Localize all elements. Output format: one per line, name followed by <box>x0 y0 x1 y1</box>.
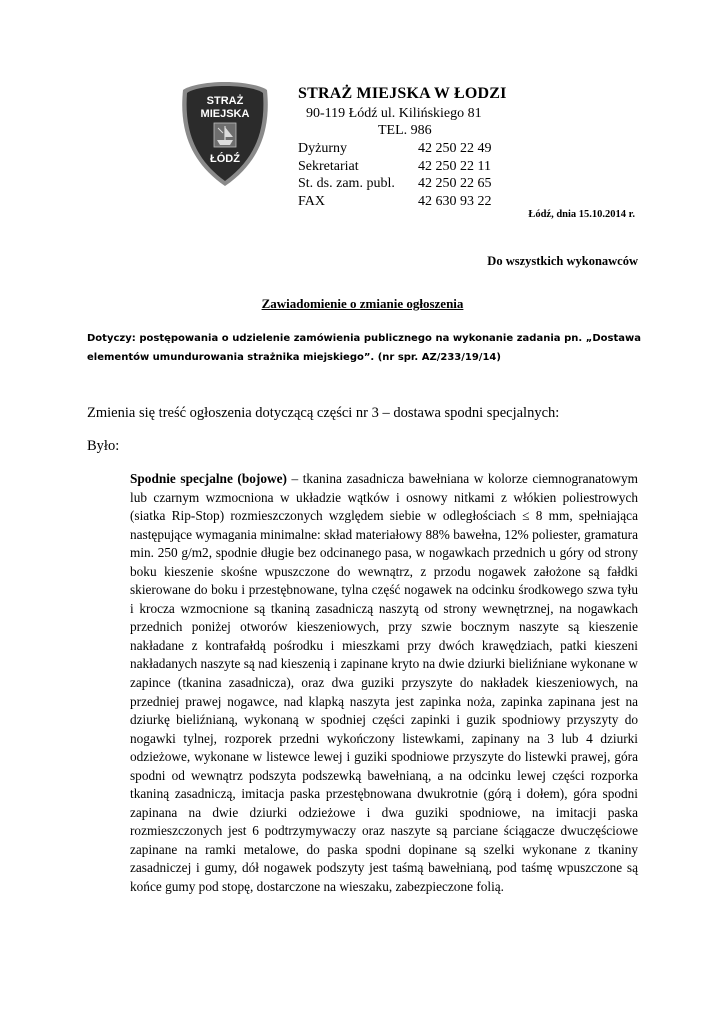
straz-miejska-logo <box>180 80 270 190</box>
specification-term: Spodnie specjalne (bojowe) <box>130 471 287 486</box>
contact-label: St. ds. zam. publ. <box>298 176 395 191</box>
organization-address: 90-119 Łódź ul. Kilińskiego 81 <box>306 106 482 121</box>
organization-title: STRAŻ MIEJSKA W ŁODZI <box>298 85 507 102</box>
subject-paragraph: Dotyczy: postępowania o udzielenie zamówienia publicznego na wykonanie zadania pn. „Dostawa elementów umundurowania strażnika miejskiego”. (nr spr. AZ/233/19/14) <box>87 333 641 363</box>
logo-text-line3: ŁÓDŹ <box>210 153 240 165</box>
contact-label: FAX <box>298 193 325 209</box>
contact-label: Sekretariat <box>298 158 359 174</box>
before-label: Było: <box>87 438 120 454</box>
document-date: Łódź, dnia 15.10.2014 r. <box>528 209 635 220</box>
boat-emblem-icon <box>214 123 236 147</box>
contact-row <box>298 193 618 211</box>
logo-text-line1: STRAŻ <box>206 95 244 107</box>
contact-row <box>298 175 618 193</box>
organization-phone: TEL. 986 <box>378 123 432 138</box>
contact-value: 42 630 93 22 <box>418 193 492 209</box>
notice-title <box>0 296 725 312</box>
specification-text: – tkanina zasadnicza bawełniana w kolorze ciemnogranatowym lub czarnym wzmocniona w układzie wątków i osnowy nitkami z włókien poliestrowych (siatka Rip-Stop) rozmieszczonych względem siebie w odległościach ≤ 8 mm, spełniająca następujące wymagania minimalne: skład materiałowy 88% bawełna, 12% poliester, gramatura min. 250 g/m2, spodnie długie bez odcinanego pasa, w nogawkach przednich u góry od strony boku kieszenie skośne wpuszczone do wewnątrz, z przodu nogawek założone są fałdki skierowane do boku i przestębnowane, tylna część nogawek na odcinku środkowego szwa tyłu i krocza wzmocnione są tkaniną zasadniczą naszytą od strony wewnętrznej, na nogawkach przednich poniżej otworów kieszeniowych, przy szwie bocznym naszyte są kieszenie nakładane z kontrafałdą pośrodku i mieszkami przy dwóch krawędziach, patki kieszeni nakładanych naszyte są nad kieszenią i zapinane kryto na dwie dziurki bieliźniane wykonane w zapince (tkanina zasadnicza), oraz dwa guziki przyszyte do nakładek kieszeniowych, na przedniej prawej nogawce, nad klapką naszyta jest zapinka noża, zapinka zapinana jest na dziurkę bieliźnianą, wykonaną w spodniej części zapinki i guzik spodniowy przyszyty do nogawki tylnej, rozporek przedni wykończony listewkami, zapinany na 3 lub 4 dziurki odzieżowe, wykonane w listewce lewej i guziki spodniowe przyszyte do listewki prawej, góra spodni od wewnątrz podszyta podszewką bawełnianą, a na odcinku lewej części rozporka tkaniną zasadniczą, imitacja paska przestębnowana dwukrotnie (górą i dołem), góra spodni zapinana na dwie dziurki odzieżowe i dwa guziki spodniowe, na imitacji paska rozmieszczonych jest 6 podtrzymywaczy oraz naszyte są parciane ściągacze dwuczęściowe zapinane na ramki metalowe, do paska spodni dopinane są szelki wykonane z tkaniny zasadniczej i gumy, dół nogawek podszyty jest taśmą bawełnianą, pod taśmę wpuszczone są końce gumy pod stopę, dostarczone na wieszaku, zabezpieczone folią. <box>130 471 638 895</box>
contact-row <box>298 158 618 176</box>
contact-value: 42 250 22 11 <box>418 158 491 174</box>
contact-label: Dyżurny <box>298 141 347 156</box>
contact-list <box>298 140 618 210</box>
notice-title-text: Zawiadomienie o zmianie ogłoszenia <box>261 296 464 311</box>
recipient-line: Do wszystkich wykonawców <box>487 254 638 268</box>
contact-value: 42 250 22 49 <box>418 141 492 156</box>
organization-header <box>298 85 618 210</box>
specification-paragraph <box>130 470 638 897</box>
contact-value: 42 250 22 65 <box>418 176 492 191</box>
change-statement: Zmienia się treść ogłoszenia dotyczącą części nr 3 – dostawa spodni specjalnych: <box>87 405 560 421</box>
contact-row <box>298 140 618 158</box>
logo-text-line2: MIEJSKA <box>200 108 250 120</box>
